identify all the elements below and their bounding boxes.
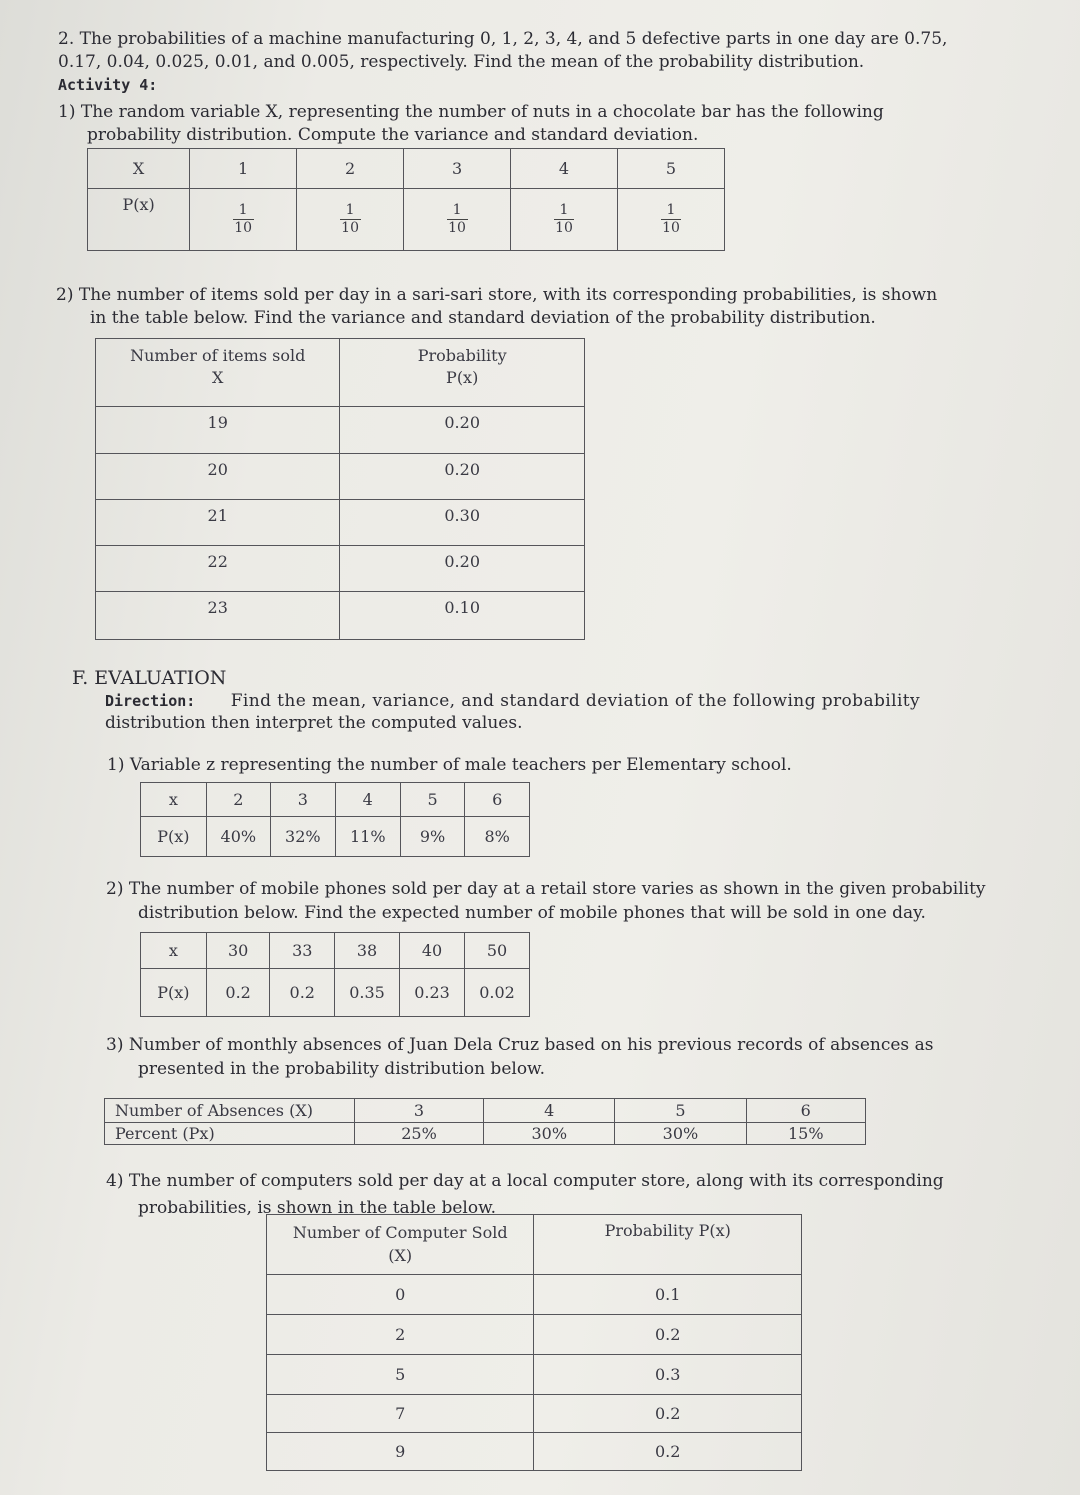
computers-x-cell: 9 bbox=[267, 1433, 534, 1471]
fraction bbox=[233, 202, 254, 237]
computers-p-cell: 0.2 bbox=[534, 1315, 802, 1355]
absences-x-header: Number of Absences (X) bbox=[105, 1099, 355, 1123]
eval-q4-line-1: 4) The number of computers sold per day at a local computer store, along with its corresponding bbox=[106, 1171, 944, 1191]
numerator: 1 bbox=[661, 202, 682, 220]
teachers-p-cell: 8% bbox=[465, 817, 530, 857]
phones-p-header: P(x) bbox=[141, 969, 207, 1017]
items-x-cell: 21 bbox=[96, 500, 340, 546]
intro-line-1 bbox=[58, 28, 947, 51]
table-row bbox=[96, 500, 585, 546]
activity-heading: Activity 4: bbox=[58, 76, 158, 94]
table-row bbox=[96, 407, 585, 454]
direction-text-1: Find the mean, variance, and standard deviation of the following probability bbox=[230, 691, 921, 711]
items-p-header bbox=[340, 339, 585, 407]
phones-x-header: x bbox=[141, 933, 207, 969]
male-teachers-table bbox=[140, 782, 530, 857]
phones-x-cell: 33 bbox=[270, 933, 335, 969]
nuts-p-header: P(x) bbox=[88, 189, 190, 251]
items-p-cell: 0.10 bbox=[340, 592, 585, 640]
items-p-cell: 0.30 bbox=[340, 500, 585, 546]
teachers-x-cell: 6 bbox=[465, 783, 530, 817]
table-row bbox=[96, 546, 585, 592]
phones-p-cell: 0.35 bbox=[335, 969, 400, 1017]
items-x-cell: 22 bbox=[96, 546, 340, 592]
numerator: 1 bbox=[447, 202, 468, 220]
absences-table bbox=[104, 1098, 866, 1145]
phones-p-cell: 0.23 bbox=[400, 969, 465, 1017]
computers-x-cell: 2 bbox=[267, 1315, 534, 1355]
teachers-p-cell: 32% bbox=[270, 817, 335, 857]
activity-q2-line-2: in the table below. Find the variance and standard deviation of the probability distribution. bbox=[90, 308, 876, 328]
evaluation-heading: F. EVALUATION bbox=[72, 667, 227, 689]
computers-x-cell: 7 bbox=[267, 1395, 534, 1433]
nuts-x-cell: 1 bbox=[190, 149, 297, 189]
nuts-x-header: X bbox=[88, 149, 190, 189]
nuts-x-cell: 4 bbox=[511, 149, 618, 189]
teachers-p-cell: 40% bbox=[206, 817, 270, 857]
phones-p-cell: 0.2 bbox=[270, 969, 335, 1017]
teachers-p-cell: 9% bbox=[400, 817, 465, 857]
direction-line-2: distribution then interpret the computed values. bbox=[105, 713, 523, 733]
table-row bbox=[267, 1275, 802, 1315]
items-x-cell: 19 bbox=[96, 407, 340, 454]
absences-x-cell: 4 bbox=[484, 1099, 615, 1123]
computers-x-cell: 5 bbox=[267, 1355, 534, 1395]
eval-q3-line-2: presented in the probability distribution below. bbox=[138, 1059, 545, 1079]
phones-x-cell: 38 bbox=[335, 933, 400, 969]
eval-q2-line-1: 2) The number of mobile phones sold per day at a retail store varies as shown in the given probability bbox=[106, 879, 986, 899]
denominator: 10 bbox=[234, 220, 253, 236]
computers-sold-table bbox=[266, 1214, 802, 1471]
absences-x-cell: 5 bbox=[615, 1099, 746, 1123]
computers-x-header bbox=[267, 1215, 534, 1275]
computers-p-cell: 0.1 bbox=[534, 1275, 802, 1315]
nuts-distribution-table bbox=[87, 148, 725, 251]
table-row bbox=[96, 454, 585, 500]
eval-q4-line-2: probabilities, is shown in the table below. bbox=[138, 1198, 497, 1218]
fraction bbox=[340, 202, 361, 237]
computers-p-cell: 0.2 bbox=[534, 1395, 802, 1433]
absences-p-header: Percent (Px) bbox=[105, 1123, 355, 1145]
denominator: 10 bbox=[341, 220, 359, 236]
computers-x-cell: 0 bbox=[267, 1275, 534, 1315]
phones-p-cell: 0.02 bbox=[465, 969, 530, 1017]
header-line: Number of Computer Sold bbox=[292, 1223, 508, 1242]
computers-p-cell: 0.3 bbox=[534, 1355, 802, 1395]
phones-p-cell: 0.2 bbox=[206, 969, 270, 1017]
items-x-cell: 23 bbox=[96, 592, 340, 640]
nuts-x-cell: 3 bbox=[404, 149, 511, 189]
fraction bbox=[447, 202, 468, 237]
computers-p-header: Probability P(x) bbox=[534, 1215, 802, 1275]
denominator: 10 bbox=[662, 220, 680, 236]
items-p-cell: 0.20 bbox=[340, 546, 585, 592]
phones-x-cell: 40 bbox=[400, 933, 465, 969]
activity-q2-line-1: 2) The number of items sold per day in a sari-sari store, with its corresponding probabilities, is shown bbox=[56, 285, 938, 305]
nuts-p-cell bbox=[190, 189, 297, 251]
header-line: X bbox=[212, 368, 224, 387]
table-row bbox=[267, 1315, 802, 1355]
computers-p-cell: 0.2 bbox=[534, 1433, 802, 1471]
eval-q1-text: 1) Variable z representing the number of male teachers per Elementary school. bbox=[107, 755, 792, 775]
fraction bbox=[661, 202, 682, 237]
activity-q1-line-1: 1) The random variable X, representing the number of nuts in a chocolate bar has the following bbox=[58, 102, 884, 122]
table-row bbox=[267, 1395, 802, 1433]
nuts-p-cell bbox=[617, 189, 724, 251]
teachers-p-cell: 11% bbox=[335, 817, 400, 857]
fraction bbox=[554, 202, 575, 237]
items-x-cell: 20 bbox=[96, 454, 340, 500]
absences-p-cell: 30% bbox=[615, 1123, 746, 1145]
teachers-x-header: x bbox=[141, 783, 207, 817]
header-line: P(x) bbox=[446, 368, 479, 387]
header-line: Probability bbox=[417, 346, 507, 365]
mobile-phones-table bbox=[140, 932, 530, 1017]
table-row bbox=[96, 592, 585, 640]
nuts-p-cell bbox=[511, 189, 618, 251]
nuts-p-cell bbox=[297, 189, 404, 251]
direction-label: Direction: bbox=[105, 692, 196, 710]
numerator: 1 bbox=[233, 202, 254, 220]
teachers-x-cell: 2 bbox=[206, 783, 270, 817]
absences-x-cell: 6 bbox=[746, 1099, 865, 1123]
items-x-header bbox=[96, 339, 340, 407]
nuts-x-cell: 5 bbox=[617, 149, 724, 189]
table-row bbox=[267, 1433, 802, 1471]
absences-p-cell: 25% bbox=[354, 1123, 483, 1145]
teachers-p-header: P(x) bbox=[141, 817, 207, 857]
header-line: (X) bbox=[388, 1246, 413, 1265]
header-line: Number of items sold bbox=[130, 346, 306, 365]
items-p-cell: 0.20 bbox=[340, 407, 585, 454]
eval-q2-line-2: distribution below. Find the expected number of mobile phones that will be sold in one day. bbox=[138, 903, 926, 923]
absences-p-cell: 30% bbox=[484, 1123, 615, 1145]
denominator: 10 bbox=[448, 220, 466, 236]
items-sold-table bbox=[95, 338, 585, 640]
nuts-p-cell bbox=[404, 189, 511, 251]
numerator: 1 bbox=[554, 202, 575, 220]
items-p-cell: 0.20 bbox=[340, 454, 585, 500]
phones-x-cell: 30 bbox=[206, 933, 270, 969]
intro-text-1: The probabilities of a machine manufacturing 0, 1, 2, 3, 4, and 5 defective parts in one day are 0.75, bbox=[79, 29, 948, 49]
teachers-x-cell: 4 bbox=[335, 783, 400, 817]
numerator: 1 bbox=[340, 202, 361, 220]
table-row bbox=[267, 1355, 802, 1395]
eval-q3-line-1: 3) Number of monthly absences of Juan Dela Cruz based on his previous records of absences as bbox=[106, 1035, 934, 1055]
activity-q1-line-2: probability distribution. Compute the variance and standard deviation. bbox=[87, 125, 699, 145]
intro-number: 2. bbox=[58, 29, 75, 49]
intro-line-2: 0.17, 0.04, 0.025, 0.01, and 0.005, respectively. Find the mean of the probability distribution. bbox=[58, 52, 865, 72]
teachers-x-cell: 3 bbox=[270, 783, 335, 817]
denominator: 10 bbox=[555, 220, 573, 236]
nuts-x-cell: 2 bbox=[297, 149, 404, 189]
absences-x-cell: 3 bbox=[354, 1099, 483, 1123]
teachers-x-cell: 5 bbox=[400, 783, 465, 817]
direction-line-1 bbox=[105, 690, 920, 713]
phones-x-cell: 50 bbox=[465, 933, 530, 969]
absences-p-cell: 15% bbox=[746, 1123, 865, 1145]
